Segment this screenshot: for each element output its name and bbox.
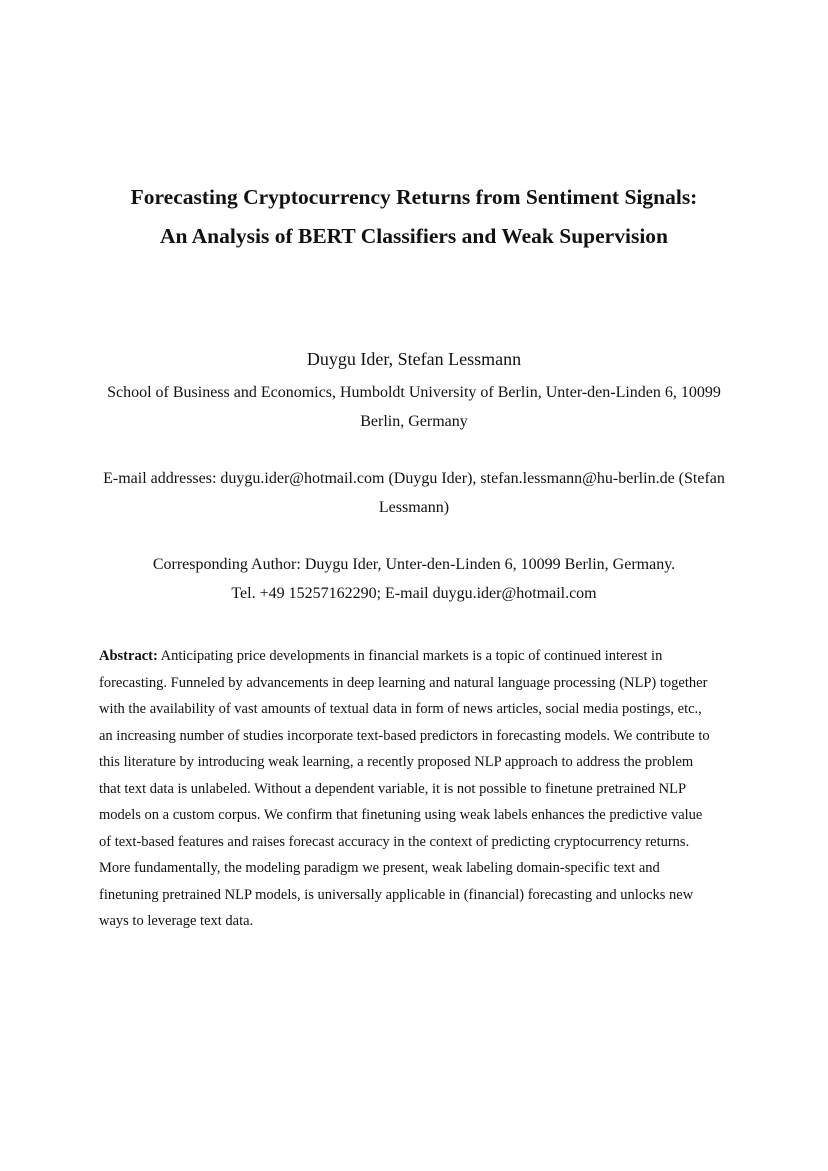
corresponding-author [0,550,828,608]
abstract-line: forecasting. Funneled by advancements in deep learning and natural language processing (NLP) together [99,674,708,691]
abstract [99,643,759,935]
abstract-line: More fundamentally, the modeling paradigm we present, weak labeling domain-specific text and [99,860,660,876]
abstract-label: Abstract: [99,648,158,664]
corresponding-author-line-2: Tel. +49 15257162290; E-mail duygu.ider@hotmail.com [231,585,597,602]
paper-title-line-2: An Analysis of BERT Classifiers and Weak Supervision [159,224,668,248]
paper-title-line-1: Forecasting Cryptocurrency Returns from Sentiment Signals: [130,185,698,209]
email-addresses [0,464,828,522]
abstract-line: this literature by introducing weak learning, a recently proposed NLP approach to address the problem [99,754,694,770]
author-names: Duygu Ider, Stefan Lessmann [306,349,522,369]
corresponding-author-line-1: Corresponding Author: Duygu Ider, Unter-den-Linden 6, 10099 Berlin, Germany. [152,556,676,573]
abstract-line: that text data is unlabeled. Without a dependent variable, it is not possible to finetune pretrained NLP [99,780,687,797]
affiliation-line-2: Berlin, Germany [360,413,468,430]
affiliation-line-1: School of Business and Economics, Humboldt University of Berlin, Unter-den-Linden 6, 10099 [107,384,721,401]
abstract-line: an increasing number of studies incorporate text-based predictors in forecasting models. We contribute to [99,727,710,744]
abstract-line: of text-based features and raises forecast accuracy in the context of predicting cryptocurrency returns. [99,833,690,850]
email-addresses-line-1: E-mail addresses: duygu.ider@hotmail.com (Duygu Ider), stefan.lessmann@hu-berlin.de (Stefan [103,470,725,487]
abstract-line: ways to leverage text data. [99,913,254,929]
abstract-line: with the availability of vast amounts of textual data in form of news articles, social media postings, etc., [99,701,702,717]
abstract-first-line-text: Anticipating price developments in financial markets is a topic of continued interest in [157,648,663,664]
affiliation [0,378,828,436]
abstract-line [99,643,759,670]
abstract-line: finetuning pretrained NLP models, is universally applicable in (financial) forecasting and unlocks new [99,886,694,903]
email-addresses-line-2: Lessmann) [378,499,450,516]
abstract-line: models on a custom corpus. We confirm that finetuning using weak labels enhances the predictive value [99,807,703,823]
paper-title [60,178,768,256]
